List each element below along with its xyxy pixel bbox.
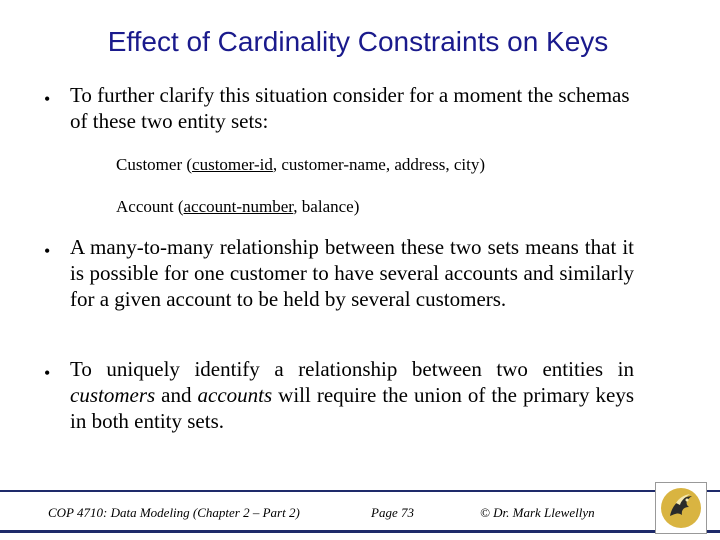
emphasis-customers: customers — [70, 383, 156, 407]
footer-author: © Dr. Mark Llewellyn — [480, 505, 595, 520]
footer-page-number: Page 73 — [371, 505, 414, 520]
ucf-pegasus-logo-icon — [655, 482, 707, 534]
paragraph-union-keys — [70, 356, 634, 434]
paragraph-union-part3: will require the union of the primary keys in both entity sets. — [70, 383, 634, 433]
footer-course: COP 4710: Data Modeling (Chapter 2 – Part 2) — [48, 505, 300, 520]
schema-customer-rest: , customer-name, address, city) — [272, 155, 485, 174]
schema-account — [116, 196, 359, 218]
paragraph-intro: To further clarify this situation consider for a moment the schemas of these two entity sets: — [70, 83, 630, 133]
bullet-marker: • — [44, 89, 51, 109]
schema-customer-name: Customer ( — [116, 155, 193, 174]
paragraph-union-part2: and — [155, 383, 198, 407]
bullet-marker: • — [44, 241, 51, 261]
bullet-marker: • — [44, 363, 51, 383]
schema-account-key: account-number — [183, 197, 294, 216]
paragraph-many-to-many: A many-to-many relationship between these two sets means that it is possible for one customer to have several accounts and similarly for a given account to be held by several customers. — [70, 235, 634, 311]
schema-customer — [116, 154, 485, 176]
schema-account-rest: , balance) — [293, 197, 360, 216]
paragraph-union-part1: To uniquely identify a relationship between two entities in — [70, 357, 634, 381]
schema-customer-key: customer-id — [192, 155, 273, 174]
footer-rule-top — [0, 490, 720, 492]
pegasus-icon — [656, 483, 706, 533]
slide-title: Effect of Cardinality Constraints on Keys — [107, 26, 609, 57]
emphasis-accounts: accounts — [197, 383, 273, 407]
footer-rule-bottom — [0, 530, 720, 533]
schema-account-name: Account ( — [116, 197, 184, 216]
